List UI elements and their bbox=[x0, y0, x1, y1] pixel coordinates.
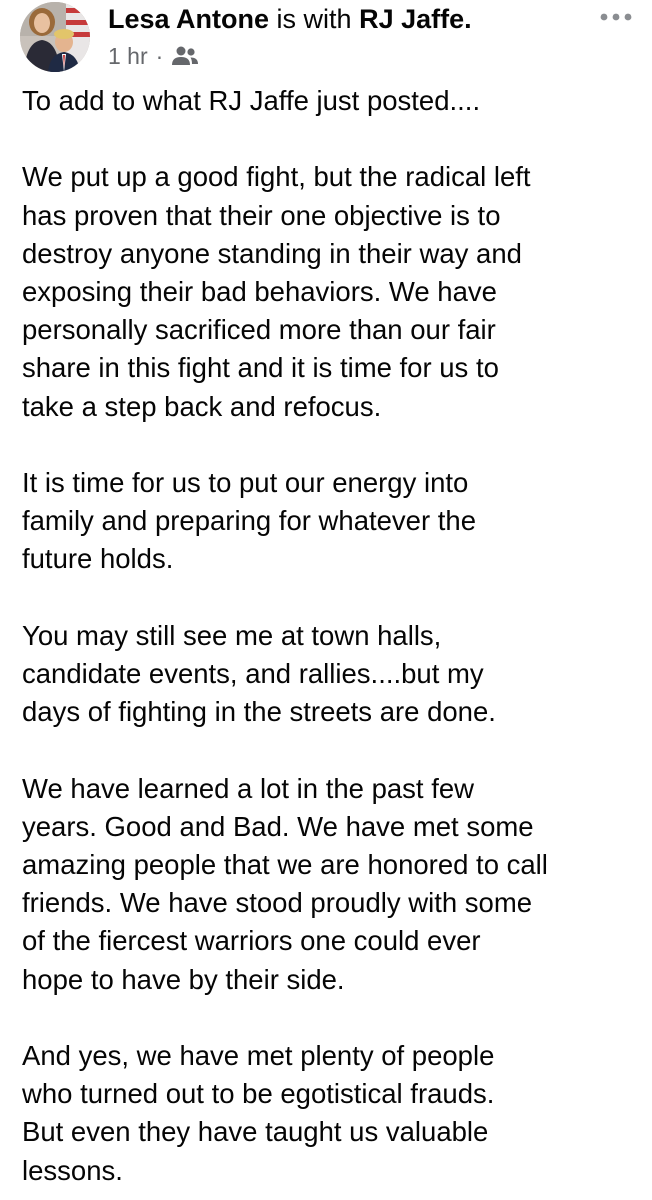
post-meta bbox=[108, 42, 199, 70]
post-paragraph-3: It is time for us to put our energy into family and preparing for whatever the future holds. bbox=[22, 467, 476, 575]
author-name[interactable]: Lesa Antone bbox=[108, 4, 270, 34]
avatar-image bbox=[20, 2, 90, 72]
post-paragraph-2: We put up a good fight, but the radical left has proven that their one objective is to destroy anyone standing in their way and exposing their bad behaviors. We have personally sacrificed more than our fair share in this fight and it is time for us to take a step back and refocus. bbox=[22, 161, 531, 422]
author-avatar[interactable] bbox=[20, 2, 90, 72]
friends-icon[interactable] bbox=[171, 45, 199, 67]
tagged-name[interactable]: RJ Jaffe. bbox=[359, 4, 472, 34]
post-timestamp[interactable]: 1 hr bbox=[108, 43, 148, 69]
post-body bbox=[22, 82, 642, 1190]
more-horizontal-icon bbox=[599, 12, 633, 22]
author-line bbox=[108, 2, 472, 36]
more-options-button[interactable] bbox=[596, 2, 636, 32]
with-text: is with bbox=[276, 4, 352, 34]
post-paragraph-5: We have learned a lot in the past few years. Good and Bad. We have met some amazing people that we are honored to call friends. We have stood proudly with some of the fiercest warriors one could ever hope to have by their side. bbox=[22, 772, 548, 995]
post-header bbox=[20, 2, 640, 74]
meta-separator: · bbox=[155, 43, 164, 69]
post-paragraph-1: To add to what RJ Jaffe just posted.... bbox=[22, 85, 481, 116]
post-paragraph-4: You may still see me at town halls, candidate events, and rallies....but my days of fighting in the streets are done. bbox=[22, 619, 496, 728]
post-paragraph-6: And yes, we have met plenty of people who turned out to be egotistical frauds. But even they have taught us valuable lessons. bbox=[22, 1040, 495, 1186]
